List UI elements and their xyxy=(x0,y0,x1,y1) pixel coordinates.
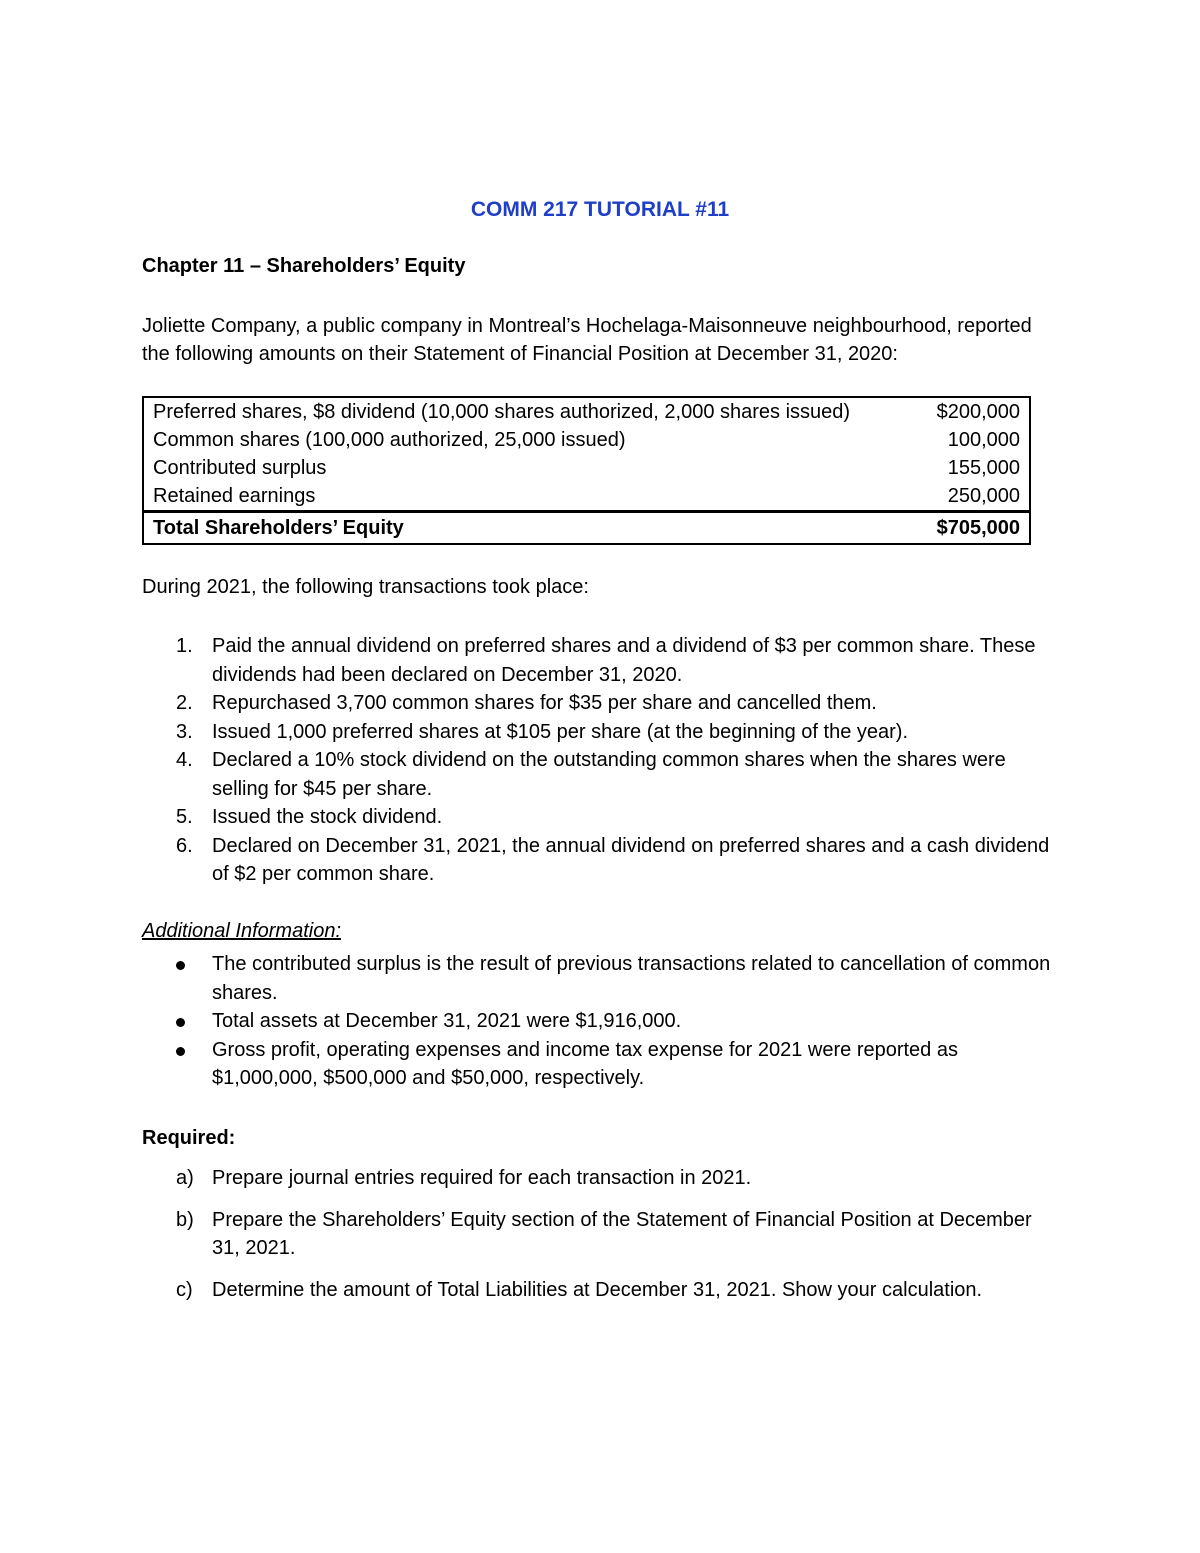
row-label: Contributed surplus xyxy=(153,456,327,479)
item-text: Total assets at December 31, 2021 were $1,916,000. xyxy=(212,1010,682,1032)
list-item xyxy=(142,1276,1062,1305)
list-item xyxy=(142,1036,1062,1093)
item-text: Gross profit, operating expenses and income tax expense for 2021 were reported as $1,000,000, $500,000 and $50,000, respectively. xyxy=(212,1038,958,1089)
list-item xyxy=(142,1164,1062,1193)
table-row xyxy=(143,397,1030,426)
intro-paragraph: Joliette Company, a public company in Montreal’s Hochelaga-Maisonneuve neighbourhood, reported the following amounts on their Statement of Financial Position at December 31, 2020: xyxy=(142,315,1032,365)
required-heading: Required: xyxy=(142,1127,236,1149)
list-item xyxy=(142,950,1062,1007)
item-text: Issued 1,000 preferred shares at $105 per share (at the beginning of the year). xyxy=(212,720,908,743)
item-text: Declared on December 31, 2021, the annual dividend on preferred shares and a cash dividend of $2 per common share. xyxy=(212,834,1050,885)
table-row xyxy=(143,426,1030,454)
item-number: 6. xyxy=(176,834,193,857)
additional-info-list xyxy=(142,950,1062,1093)
item-number: 3. xyxy=(176,720,193,743)
list-item xyxy=(142,1007,1062,1036)
row-label: Retained earnings xyxy=(153,484,316,507)
row-label: Preferred shares, $8 dividend (10,000 shares authorized, 2,000 shares issued) xyxy=(153,400,851,423)
list-item xyxy=(142,689,1062,718)
total-label: Total Shareholders’ Equity xyxy=(143,512,919,545)
row-label: Common shares (100,000 authorized, 25,000 issued) xyxy=(153,428,626,451)
item-number: 1. xyxy=(176,635,193,657)
row-amount: $200,000 xyxy=(936,400,1020,423)
total-amount: $705,000 xyxy=(919,512,1030,545)
list-item xyxy=(142,803,1062,832)
additional-info-heading: Additional Information: xyxy=(142,920,342,942)
list-item xyxy=(142,718,1062,747)
item-text: Prepare journal entries required for each transaction in 2021. xyxy=(212,1167,752,1189)
required-list xyxy=(142,1164,1062,1317)
list-item xyxy=(142,746,1062,803)
item-text: Prepare the Shareholders’ Equity section of the Statement of Financial Position at December 31, 2021. xyxy=(212,1208,1032,1259)
item-label: c) xyxy=(176,1278,193,1301)
item-number: 4. xyxy=(176,749,193,771)
document-title: COMM 217 TUTORIAL #11 xyxy=(470,198,730,221)
equity-table xyxy=(142,396,1031,545)
bullet-icon xyxy=(176,1018,185,1027)
table-row xyxy=(143,482,1030,512)
list-item xyxy=(142,1206,1062,1263)
row-amount: 155,000 xyxy=(947,456,1020,479)
item-text: Repurchased 3,700 common shares for $35 per share and cancelled them. xyxy=(212,692,877,714)
chapter-heading: Chapter 11 – Shareholders’ Equity xyxy=(142,255,466,277)
item-number: 2. xyxy=(176,692,193,714)
row-amount: 100,000 xyxy=(947,428,1020,451)
total-row xyxy=(143,512,1030,545)
bullet-icon xyxy=(176,1047,185,1056)
item-number: 5. xyxy=(176,806,193,828)
item-label: b) xyxy=(176,1208,194,1231)
transactions-intro: During 2021, the following transactions took place: xyxy=(142,576,589,598)
row-amount: 250,000 xyxy=(947,484,1020,507)
bullet-icon xyxy=(176,961,185,970)
item-text: Paid the annual dividend on preferred shares and a dividend of $3 per common share. These dividends had been declared on December 31, 2020. xyxy=(212,635,1036,686)
list-item xyxy=(142,632,1062,689)
item-text: Declared a 10% stock dividend on the outstanding common shares when the shares were selling for $45 per share. xyxy=(212,749,1006,800)
item-text: The contributed surplus is the result of previous transactions related to cancellation of common shares. xyxy=(212,953,1051,1004)
table-row xyxy=(143,454,1030,482)
item-text: Issued the stock dividend. xyxy=(212,806,443,828)
transactions-list xyxy=(142,632,1062,889)
item-text: Determine the amount of Total Liabilities at December 31, 2021. Show your calculation. xyxy=(212,1278,983,1301)
item-label: a) xyxy=(176,1167,194,1189)
list-item xyxy=(142,832,1062,889)
